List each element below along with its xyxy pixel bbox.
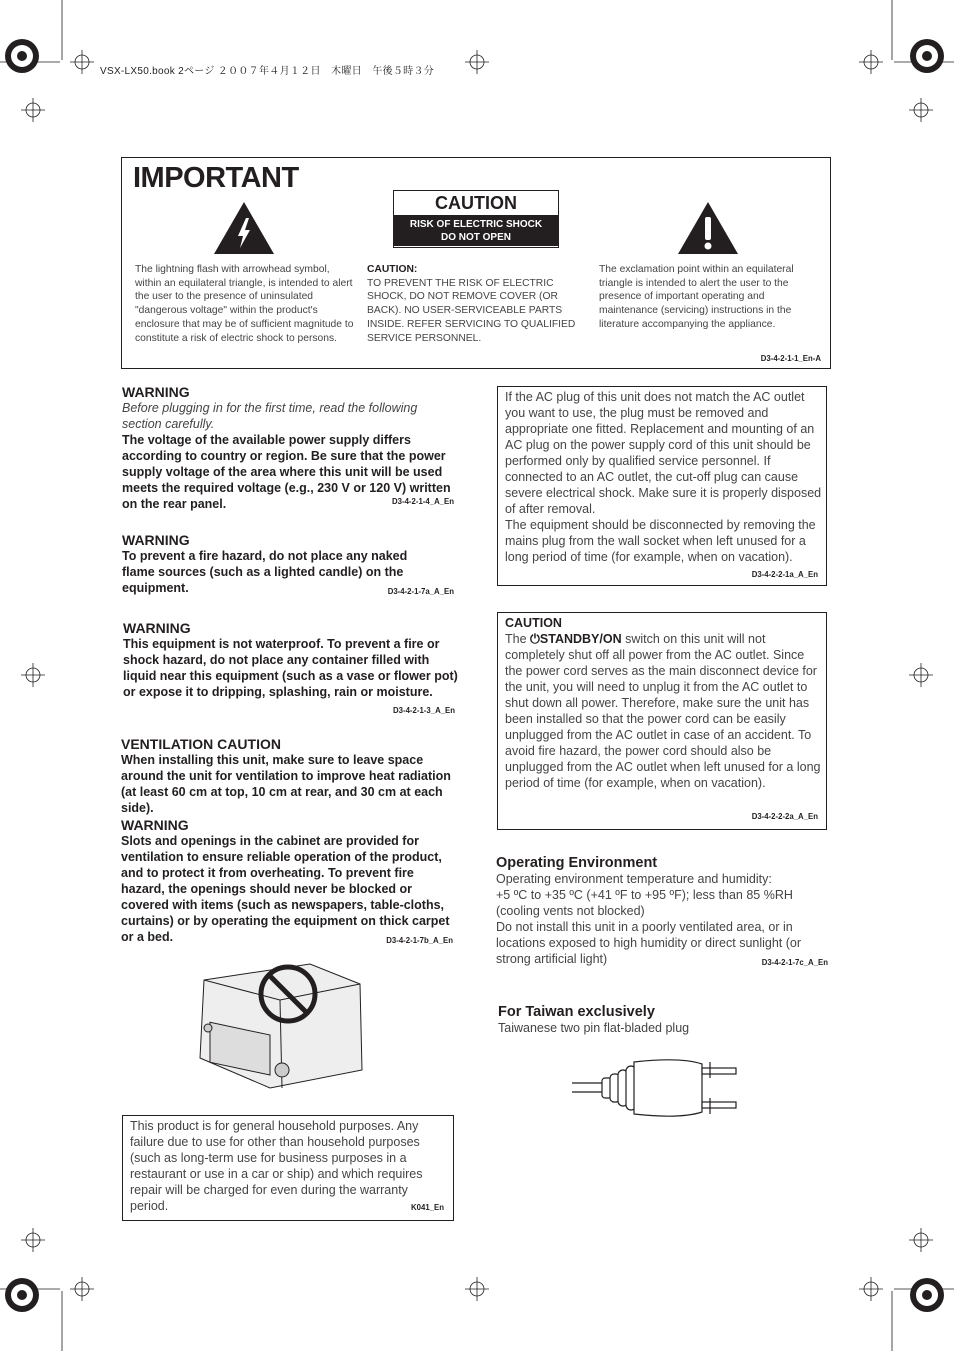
operating-heading: Operating Environment xyxy=(496,855,658,871)
caution-heading: CAUTION: xyxy=(367,264,418,275)
important-code: D3-4-2-1-1_En-A xyxy=(760,354,821,363)
ventilation-warning-text: Slots and openings in the cabinet are provided for ventilation to ensure reliable operation of the product, and to protect it from overheating. To prevent fire hazard, the openings should never be blocked or covered with items (such as newspapers, table-cloths, curtains) or by operating the equipment on thick carpet or a bed. xyxy=(121,834,450,944)
warning2-code: D3-4-2-1-7a_A_En xyxy=(387,587,454,596)
caution-label-title: CAUTION xyxy=(435,193,517,213)
caution-label xyxy=(393,190,559,248)
taiwan-text: Taiwanese two pin flat-bladed plug xyxy=(498,1021,690,1035)
operating-code: D3-4-2-1-7c_A_En xyxy=(761,958,828,967)
caution2-code: D3-4-2-2-2a_A_En xyxy=(751,812,818,821)
operating-text2: +5 ºC to +35 ºC (+41 ºF to +95 ºF); less than 85 %RH (cooling vents not blocked) xyxy=(496,888,793,918)
ventilation-code: D3-4-2-1-7b_A_En xyxy=(386,936,453,945)
warning1-intro: Before plugging in for the first time, read the following section carefully. xyxy=(122,401,418,431)
ventilation-warning-heading: WARNING xyxy=(121,817,189,833)
acplug-text1: If the AC plug of this unit does not match the AC outlet you want to use, the plug must be removed and appropriate one fitted. Replacement and mounting of an AC plug on the power supply cord of this unit should be performed only by qualified service personnel. If connected to an AC outlet, the cut-off plug can cause severe electrical shock. Make sure it is properly disposed of after removal. xyxy=(505,390,822,516)
ventilation-text: When installing this unit, make sure to leave space around the unit for ventilation to improve heat radiation (at least 60 cm at top, 10 cm at rear, and 30 cm at each side). xyxy=(121,753,451,815)
covered-receiver-illustration xyxy=(190,960,368,1092)
taiwan-heading: For Taiwan exclusively xyxy=(498,1004,655,1020)
important-title: IMPORTANT xyxy=(133,162,299,194)
standby-button-label: STANDBY/ON xyxy=(539,632,622,646)
lightning-description: The lightning flash with arrowhead symbol, within an equilateral triangle, is intended to alert the user to the presence of uninsulated "dangerous voltage" within the product's enclosure that may be of sufficient magnitude to constitute a risk of electric shock to persons. xyxy=(135,264,354,344)
warning3-heading: WARNING xyxy=(123,620,191,636)
acplug-text2: The equipment should be disconnected by removing the mains plug from the wall socket when left unused for a long period of time (for example, when on vacation). xyxy=(505,518,816,564)
household-code: K041_En xyxy=(411,1203,444,1212)
exclamation-description: The exclamation point within an equilateral triangle is intended to alert the user to the presence of important operating and maintenance (servicing) instructions in the literature accompanying the appliance. xyxy=(599,264,794,330)
household-text: This product is for general household purposes. Any failure due to use for other than household purposes (such as long-term use for business purposes in a restaurant or use in a car or ship) and which requires repair will be charged for even during the warranty period. xyxy=(130,1119,423,1213)
caution-text: TO PREVENT THE RISK OF ELECTRIC SHOCK, DO NOT REMOVE COVER (OR BACK). NO USER-SERVICEABLE PARTS INSIDE. REFER SERVICING TO QUALIFIED SERVICE PERSONNEL. xyxy=(367,277,576,344)
operating-text3: Do not install this unit in a poorly ventilated area, or in locations exposed to high humidity or direct sunlight (or strong artificial light) xyxy=(496,920,802,966)
warning2-heading: WARNING xyxy=(122,532,190,548)
caution-label-line2: DO NOT OPEN xyxy=(440,232,511,243)
lightning-warning-icon xyxy=(212,200,276,256)
warning3-text: This equipment is not waterproof. To prevent a fire or shock hazard, do not place any container filled with liquid near this equipment (such as a vase or flower pot) or expose it to dripping, splashing, rain or moisture. xyxy=(123,637,458,699)
warning1-text: The voltage of the available power supply differs according to country or region. Be sure that the power supply voltage of the area where this unit will be used meets the required voltage (e.g., 230 V or 120 V) written on the rear panel. xyxy=(122,433,451,511)
warning2-text: To prevent a fire hazard, do not place any naked flame sources (such as a lighted candle) on the equipment. xyxy=(122,549,408,595)
exclamation-warning-icon xyxy=(676,200,740,256)
operating-text1: Operating environment temperature and humidity: xyxy=(496,872,772,886)
caution2-prefix: The xyxy=(505,632,531,646)
caution-label-line1: RISK OF ELECTRIC SHOCK xyxy=(409,219,543,230)
two-pin-plug-illustration xyxy=(570,1050,742,1120)
acplug-code: D3-4-2-2-1a_A_En xyxy=(751,570,818,579)
ventilation-heading: VENTILATION CAUTION xyxy=(121,736,281,752)
book-header: VSX-LX50.book 2ページ ２００７年４月１２日 木曜日 午後５時３分 xyxy=(100,66,435,77)
caution2-text: switch on this unit will not completely shut off all power from the AC outlet. Since the power cord serves as the main disconnect device for the unit, you will need to unplug it from the AC outlet to shut down all power. Therefore, make sure the unit has been installed so that the power cord can be easily unplugged from the AC outlet in case of an accident. To avoid fire hazard, the power cord should also be unplugged from the AC outlet when left unused for a long period of time (for example, when on vacation). xyxy=(505,632,821,790)
caution2-heading: CAUTION xyxy=(505,616,562,630)
warning3-code: D3-4-2-1-3_A_En xyxy=(393,706,455,715)
power-icon: ⏻ xyxy=(530,632,540,646)
warning1-code: D3-4-2-1-4_A_En xyxy=(392,497,454,506)
warning1-heading: WARNING xyxy=(122,384,190,400)
